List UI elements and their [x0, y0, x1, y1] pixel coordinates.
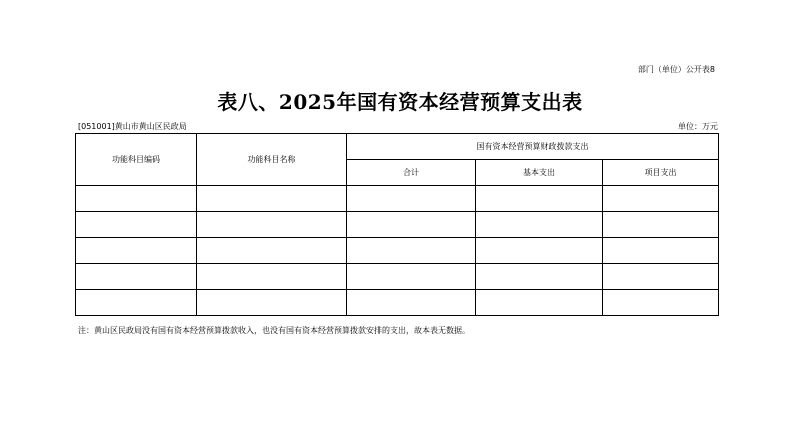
- table-cell: [603, 186, 719, 212]
- form-number: 部门（单位）公开表8: [637, 65, 715, 74]
- expenditure-table: [75, 133, 719, 316]
- table-cell: [476, 290, 603, 316]
- header-total: 合计: [347, 160, 476, 186]
- table-cell: [76, 264, 197, 290]
- table-row: [76, 186, 719, 212]
- table-cell: [476, 186, 603, 212]
- header-project-expenditure: 项目支出: [603, 160, 719, 186]
- table-cell: [76, 238, 197, 264]
- unit-name: [051001]黄山市黄山区民政局: [78, 122, 187, 131]
- header-expenditure-group: 国有资本经营预算财政拨款支出: [347, 134, 719, 160]
- table-cell: [197, 238, 347, 264]
- table-cell: [603, 212, 719, 238]
- table-cell: [347, 186, 476, 212]
- table-cell: [347, 212, 476, 238]
- table-row: [76, 264, 719, 290]
- table-cell: [197, 264, 347, 290]
- header-basic-expenditure: 基本支出: [476, 160, 603, 186]
- page-title: 表八、2025年国有资本经营预算支出表: [217, 90, 583, 114]
- table-cell: [347, 238, 476, 264]
- table-cell: [476, 238, 603, 264]
- table-cell: [197, 186, 347, 212]
- table-row: [76, 212, 719, 238]
- table-cell: [76, 290, 197, 316]
- table-cell: [76, 186, 197, 212]
- header-function-name: 功能科目名称: [197, 134, 347, 186]
- table-cell: [197, 212, 347, 238]
- header-function-code: 功能科目编码: [76, 134, 197, 186]
- table-cell: [603, 264, 719, 290]
- table-note: 注：黄山区民政局没有国有资本经营预算拨款收入，也没有国有资本经营预算拨款安排的支出，故本表无数据。: [78, 326, 470, 335]
- table-cell: [476, 264, 603, 290]
- table-cell: [603, 290, 719, 316]
- table-cell: [76, 212, 197, 238]
- table-cell: [347, 290, 476, 316]
- currency-unit: 单位：万元: [678, 122, 718, 131]
- table-cell: [197, 290, 347, 316]
- table-cell: [476, 212, 603, 238]
- table-cell: [603, 238, 719, 264]
- table-row: [76, 290, 719, 316]
- table-row: [76, 238, 719, 264]
- table-cell: [347, 264, 476, 290]
